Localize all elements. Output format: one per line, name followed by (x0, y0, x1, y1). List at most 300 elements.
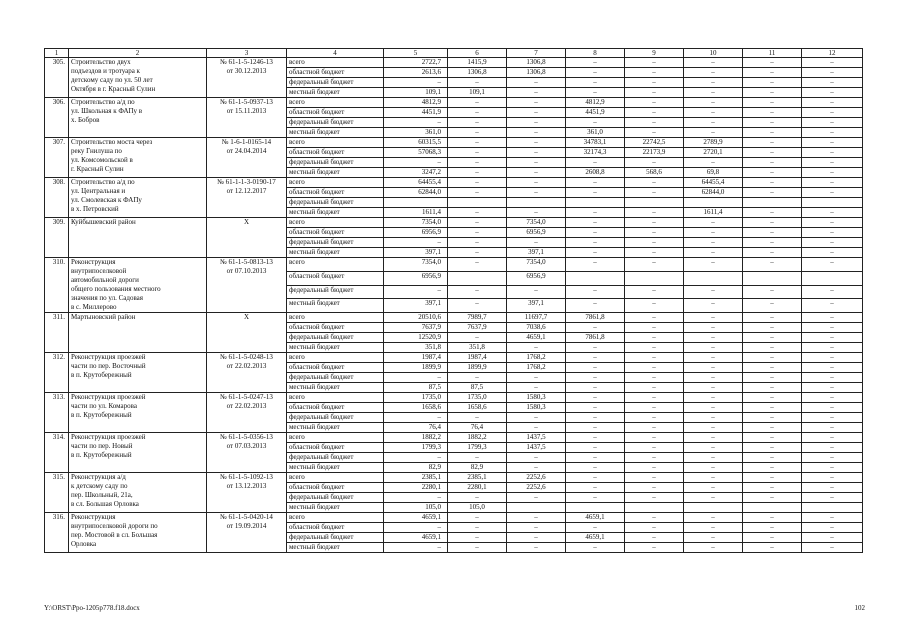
amount-cell: – (507, 158, 566, 168)
amount-cell: 4659,1 (384, 513, 448, 523)
amount-cell: – (743, 299, 802, 313)
funding-source: областной бюджет (287, 523, 384, 533)
amount-cell: – (566, 258, 625, 272)
amount-cell: – (566, 363, 625, 373)
amount-cell: – (684, 128, 743, 138)
funding-source: местный бюджет (287, 128, 384, 138)
funding-source: областной бюджет (287, 228, 384, 238)
amount-cell: – (802, 473, 863, 483)
column-number: 6 (448, 49, 507, 58)
amount-cell: – (625, 258, 684, 272)
funding-source: федеральный бюджет (287, 285, 384, 299)
funding-source: всего (287, 218, 384, 228)
amount-cell (507, 198, 566, 208)
amount-cell: – (684, 299, 743, 313)
project-name-line: части по пер. Новый (71, 442, 133, 450)
amount-cell: – (802, 78, 863, 88)
amount-cell: – (743, 98, 802, 108)
document-line: от 07.03.2013 (226, 442, 267, 450)
document-line: № 61-1-5-0247-13 (220, 393, 273, 401)
amount-cell: – (625, 533, 684, 543)
amount-cell: – (507, 343, 566, 353)
amount-cell: – (566, 248, 625, 258)
amount-cell: – (507, 373, 566, 383)
document-line: № 61-1-5-0813-13 (220, 258, 273, 266)
amount-cell (743, 271, 802, 285)
row-number: 306. (45, 98, 69, 138)
amount-cell: – (684, 313, 743, 323)
amount-cell: – (684, 248, 743, 258)
amount-cell: – (566, 188, 625, 198)
amount-cell: – (743, 238, 802, 248)
funding-source: местный бюджет (287, 423, 384, 433)
amount-cell: 4812,9 (384, 98, 448, 108)
amount-cell: 7861,8 (566, 333, 625, 343)
amount-cell: 397,1 (507, 299, 566, 313)
amount-cell: – (743, 413, 802, 423)
amount-cell: – (384, 118, 448, 128)
amount-cell: – (743, 178, 802, 188)
amount-cell: – (566, 423, 625, 433)
amount-cell: – (566, 238, 625, 248)
amount-cell: – (802, 168, 863, 178)
funding-source: местный бюджет (287, 463, 384, 473)
amount-cell: – (802, 208, 863, 218)
amount-cell: 1735,0 (384, 393, 448, 403)
amount-cell: 1611,4 (384, 208, 448, 218)
amount-cell: 64455,4 (684, 178, 743, 188)
amount-cell: – (625, 238, 684, 248)
amount-cell: – (743, 483, 802, 493)
document-line: № 61-1-5-0420-14 (220, 513, 273, 521)
amount-cell: 34783,1 (566, 138, 625, 148)
amount-cell: – (743, 453, 802, 463)
amount-cell: – (566, 433, 625, 443)
table-row (45, 258, 863, 272)
project-name-line: Строительство а/д по (71, 178, 135, 186)
amount-cell: – (684, 383, 743, 393)
amount-cell: – (684, 543, 743, 553)
amount-cell: – (684, 118, 743, 128)
amount-cell: 1987,4 (448, 353, 507, 363)
amount-cell: 1899,9 (448, 363, 507, 373)
amount-cell: – (448, 218, 507, 228)
amount-cell: 64455,4 (384, 178, 448, 188)
amount-cell: – (566, 393, 625, 403)
funding-source: областной бюджет (287, 363, 384, 373)
project-name-line: Строительство моста через (71, 138, 153, 146)
column-number: 12 (802, 49, 863, 58)
amount-cell: – (802, 248, 863, 258)
amount-cell: – (625, 383, 684, 393)
amount-cell: – (566, 68, 625, 78)
amount-cell: – (684, 413, 743, 423)
document-line: Х (243, 218, 250, 226)
amount-cell: – (684, 373, 743, 383)
amount-cell: 6956,9 (507, 271, 566, 285)
amount-cell: 4812,9 (566, 98, 625, 108)
amount-cell: 32174,3 (566, 148, 625, 158)
amount-cell: – (566, 373, 625, 383)
document-line: № 61-1-5-1246-13 (220, 58, 273, 66)
project-name-line: в п. Крутобережный (71, 411, 132, 419)
project-name (69, 513, 207, 553)
amount-cell: – (802, 413, 863, 423)
amount-cell (448, 271, 507, 285)
document-line: от 30.12.2013 (226, 67, 267, 75)
amount-cell: – (802, 353, 863, 363)
amount-cell: – (802, 313, 863, 323)
funding-source: всего (287, 58, 384, 68)
project-name-line: общего пользования местного (71, 285, 161, 293)
column-number: 9 (625, 49, 684, 58)
amount-cell: – (743, 333, 802, 343)
amount-cell: – (384, 238, 448, 248)
funding-source: федеральный бюджет (287, 198, 384, 208)
amount-cell: – (743, 148, 802, 158)
amount-cell: 11697,7 (507, 313, 566, 323)
document-line: от 24.04.2014 (226, 147, 267, 155)
amount-cell: – (743, 353, 802, 363)
amount-cell (566, 271, 625, 285)
project-name-line: значения по ул. Садовая (71, 294, 143, 302)
amount-cell: – (802, 108, 863, 118)
amount-cell: – (566, 285, 625, 299)
amount-cell: – (802, 433, 863, 443)
amount-cell: – (566, 228, 625, 238)
amount-cell: – (448, 543, 507, 553)
amount-cell: 20510,6 (384, 313, 448, 323)
document-line: от 22.02.2013 (226, 402, 267, 410)
amount-cell (566, 503, 625, 513)
amount-cell: 1306,8 (507, 68, 566, 78)
amount-cell: – (448, 98, 507, 108)
amount-cell: – (448, 413, 507, 423)
funding-source: федеральный бюджет (287, 413, 384, 423)
amount-cell: 6956,9 (507, 228, 566, 238)
project-name-line: ул. Смолевская к ФАПу (71, 196, 142, 204)
amount-cell: 1658,6 (448, 403, 507, 413)
project-name (69, 178, 207, 218)
project-name-line: пер. Мостовой в сл. Большая (71, 531, 158, 539)
project-name (69, 138, 207, 178)
amount-cell: 1580,3 (507, 393, 566, 403)
document-line: от 07.10.2013 (226, 267, 267, 275)
amount-cell: – (802, 178, 863, 188)
funding-source: федеральный бюджет (287, 78, 384, 88)
project-name-line: ул. Школьная к ФАПу в (71, 107, 143, 115)
amount-cell: 22173,9 (625, 148, 684, 158)
table-row (45, 58, 863, 68)
amount-cell: – (448, 158, 507, 168)
amount-cell: 397,1 (507, 248, 566, 258)
amount-cell: – (448, 513, 507, 523)
amount-cell: 351,8 (448, 343, 507, 353)
amount-cell: 6956,9 (384, 228, 448, 238)
amount-cell: 109,1 (448, 88, 507, 98)
amount-cell: – (507, 138, 566, 148)
expertise-document (207, 513, 287, 553)
amount-cell: – (684, 353, 743, 363)
expertise-document (207, 58, 287, 98)
amount-cell: 76,4 (384, 423, 448, 433)
amount-cell: – (684, 78, 743, 88)
amount-cell: – (625, 363, 684, 373)
amount-cell: – (802, 463, 863, 473)
table-row (45, 513, 863, 523)
funding-source: местный бюджет (287, 503, 384, 513)
project-name-line: Реконструкция проезжей (71, 393, 146, 401)
amount-cell: – (743, 533, 802, 543)
amount-cell: – (507, 543, 566, 553)
amount-cell: – (802, 383, 863, 393)
project-name (69, 353, 207, 393)
amount-cell: – (802, 533, 863, 543)
expertise-document (207, 433, 287, 473)
amount-cell: – (566, 453, 625, 463)
column-number: 1 (45, 49, 69, 58)
funding-source: федеральный бюджет (287, 493, 384, 503)
amount-cell: – (448, 148, 507, 158)
amount-cell (507, 503, 566, 513)
amount-cell: – (625, 323, 684, 333)
amount-cell: – (684, 363, 743, 373)
amount-cell: 1580,3 (507, 403, 566, 413)
amount-cell: – (743, 285, 802, 299)
funding-source: всего (287, 433, 384, 443)
amount-cell: – (507, 383, 566, 393)
amount-cell: – (566, 493, 625, 503)
amount-cell (384, 198, 448, 208)
amount-cell: – (625, 403, 684, 413)
amount-cell: 1882,2 (384, 433, 448, 443)
amount-cell (684, 198, 743, 208)
amount-cell: – (802, 343, 863, 353)
amount-cell: – (743, 393, 802, 403)
project-name (69, 218, 207, 258)
amount-cell: – (625, 343, 684, 353)
amount-cell: – (743, 248, 802, 258)
amount-cell: – (507, 523, 566, 533)
amount-cell: – (566, 483, 625, 493)
amount-cell: – (507, 168, 566, 178)
amount-cell: – (625, 188, 684, 198)
amount-cell: – (448, 178, 507, 188)
amount-cell: – (448, 188, 507, 198)
expertise-document (207, 138, 287, 178)
budget-table (44, 48, 863, 553)
amount-cell: – (507, 453, 566, 463)
amount-cell: – (448, 248, 507, 258)
amount-cell: 2385,1 (448, 473, 507, 483)
amount-cell: 2280,1 (384, 483, 448, 493)
row-number: 316. (45, 513, 69, 553)
amount-cell: – (743, 373, 802, 383)
amount-cell: – (743, 138, 802, 148)
amount-cell: 2252,6 (507, 473, 566, 483)
amount-cell: – (684, 403, 743, 413)
amount-cell: – (743, 258, 802, 272)
amount-cell: 397,1 (384, 299, 448, 313)
amount-cell: – (684, 323, 743, 333)
amount-cell: – (684, 393, 743, 403)
amount-cell: 57068,3 (384, 148, 448, 158)
file-path: Y:\ORST\Ppo-1205p778.f18.docx (44, 604, 140, 612)
amount-cell: – (384, 453, 448, 463)
amount-cell: – (802, 443, 863, 453)
amount-cell: 62844,0 (684, 188, 743, 198)
column-number: 11 (743, 49, 802, 58)
project-name-line: подъездов и тротуара к (71, 67, 140, 75)
amount-cell: – (384, 523, 448, 533)
document-line: № 61-1-1-3-0190-17 (217, 178, 276, 186)
table-row (45, 98, 863, 108)
amount-cell: 1437,5 (507, 433, 566, 443)
funding-source: областной бюджет (287, 403, 384, 413)
project-name-line: ул. Комсомольской в (71, 156, 133, 164)
amount-cell: – (743, 108, 802, 118)
project-name-line: реку Гнилуша по (71, 147, 122, 155)
funding-source: областной бюджет (287, 483, 384, 493)
amount-cell: – (625, 128, 684, 138)
amount-cell: – (802, 299, 863, 313)
amount-cell: 1899,9 (384, 363, 448, 373)
amount-cell: 7989,7 (448, 313, 507, 323)
document-line: от 15.11.2013 (226, 107, 267, 115)
project-name-line: Реконструкция (71, 258, 116, 266)
funding-source: всего (287, 98, 384, 108)
amount-cell: – (625, 433, 684, 443)
amount-cell: – (625, 423, 684, 433)
amount-cell: 361,0 (384, 128, 448, 138)
amount-cell: – (448, 258, 507, 272)
amount-cell: – (625, 299, 684, 313)
expertise-document (207, 393, 287, 433)
amount-cell: 2608,8 (566, 168, 625, 178)
amount-cell: – (802, 258, 863, 272)
amount-cell: – (625, 353, 684, 363)
funding-source: областной бюджет (287, 148, 384, 158)
funding-source: федеральный бюджет (287, 118, 384, 128)
amount-cell: – (684, 453, 743, 463)
row-number: 315. (45, 473, 69, 513)
amount-cell: – (625, 78, 684, 88)
funding-source: всего (287, 513, 384, 523)
amount-cell: – (625, 228, 684, 238)
row-number: 305. (45, 58, 69, 98)
amount-cell: – (743, 313, 802, 323)
amount-cell: – (448, 523, 507, 533)
amount-cell: – (743, 168, 802, 178)
amount-cell: – (507, 493, 566, 503)
amount-cell: – (684, 483, 743, 493)
amount-cell: – (743, 523, 802, 533)
document-line: от 13.12.2013 (226, 482, 267, 490)
expertise-document (207, 258, 287, 313)
project-name-line: Реконструкция а/д (71, 473, 126, 481)
amount-cell: – (802, 98, 863, 108)
project-name-line: в п. Крутобережный (71, 451, 132, 459)
amount-cell: – (566, 463, 625, 473)
funding-source: всего (287, 138, 384, 148)
row-number: 313. (45, 393, 69, 433)
amount-cell: – (448, 108, 507, 118)
project-name-line: Реконструкция проезжей (71, 433, 146, 441)
amount-cell: – (802, 403, 863, 413)
row-number: 307. (45, 138, 69, 178)
amount-cell: – (684, 523, 743, 533)
funding-source: местный бюджет (287, 299, 384, 313)
amount-cell: – (802, 218, 863, 228)
amount-cell: – (743, 493, 802, 503)
row-number: 309. (45, 218, 69, 258)
amount-cell: 4451,9 (384, 108, 448, 118)
amount-cell: 7354,0 (384, 218, 448, 228)
funding-source: местный бюджет (287, 543, 384, 553)
project-name-line: Октября в г. Красный Сулин (71, 85, 156, 93)
amount-cell: – (625, 118, 684, 128)
amount-cell: – (625, 543, 684, 553)
amount-cell: – (743, 208, 802, 218)
amount-cell: – (566, 88, 625, 98)
amount-cell: – (625, 88, 684, 98)
funding-source: местный бюджет (287, 248, 384, 258)
amount-cell: – (448, 533, 507, 543)
project-name-line: в х. Петровский (71, 205, 119, 213)
amount-cell: 82,9 (384, 463, 448, 473)
amount-cell: – (448, 128, 507, 138)
project-name-line: Мартыновский район (71, 313, 136, 321)
project-name-line: в сл. Большая Орловка (71, 500, 139, 508)
amount-cell: 4659,1 (384, 533, 448, 543)
project-name (69, 313, 207, 353)
amount-cell: – (566, 523, 625, 533)
amount-cell: 6956,9 (384, 271, 448, 285)
amount-cell: 1768,2 (507, 353, 566, 363)
amount-cell: 1611,4 (684, 208, 743, 218)
amount-cell: – (625, 453, 684, 463)
amount-cell: – (507, 118, 566, 128)
document-line: № 1-6-1-0165-14 (221, 138, 272, 146)
amount-cell: – (507, 533, 566, 543)
amount-cell: – (802, 285, 863, 299)
funding-source: областной бюджет (287, 271, 384, 285)
funding-source: федеральный бюджет (287, 533, 384, 543)
table-row (45, 218, 863, 228)
project-name-line: пер. Школьный, 21а, (71, 491, 133, 499)
amount-cell: – (743, 543, 802, 553)
amount-cell: 87,5 (384, 383, 448, 393)
amount-cell: – (743, 118, 802, 128)
document-line: № 61-1-5-0356-13 (220, 433, 273, 441)
amount-cell: – (566, 413, 625, 423)
document-line: № 61-1-5-0937-13 (220, 98, 273, 106)
amount-cell: – (448, 208, 507, 218)
amount-cell: – (448, 453, 507, 463)
amount-cell: – (507, 78, 566, 88)
amount-cell: – (566, 353, 625, 363)
amount-cell: – (684, 343, 743, 353)
amount-cell: – (802, 373, 863, 383)
amount-cell: – (743, 423, 802, 433)
amount-cell: – (684, 333, 743, 343)
project-name-line: внутрипоселковой дороги по (71, 522, 158, 530)
amount-cell: – (743, 343, 802, 353)
document-line: от 12.12.2017 (226, 187, 267, 195)
funding-source: областной бюджет (287, 443, 384, 453)
table-row (45, 178, 863, 188)
expertise-document (207, 353, 287, 393)
